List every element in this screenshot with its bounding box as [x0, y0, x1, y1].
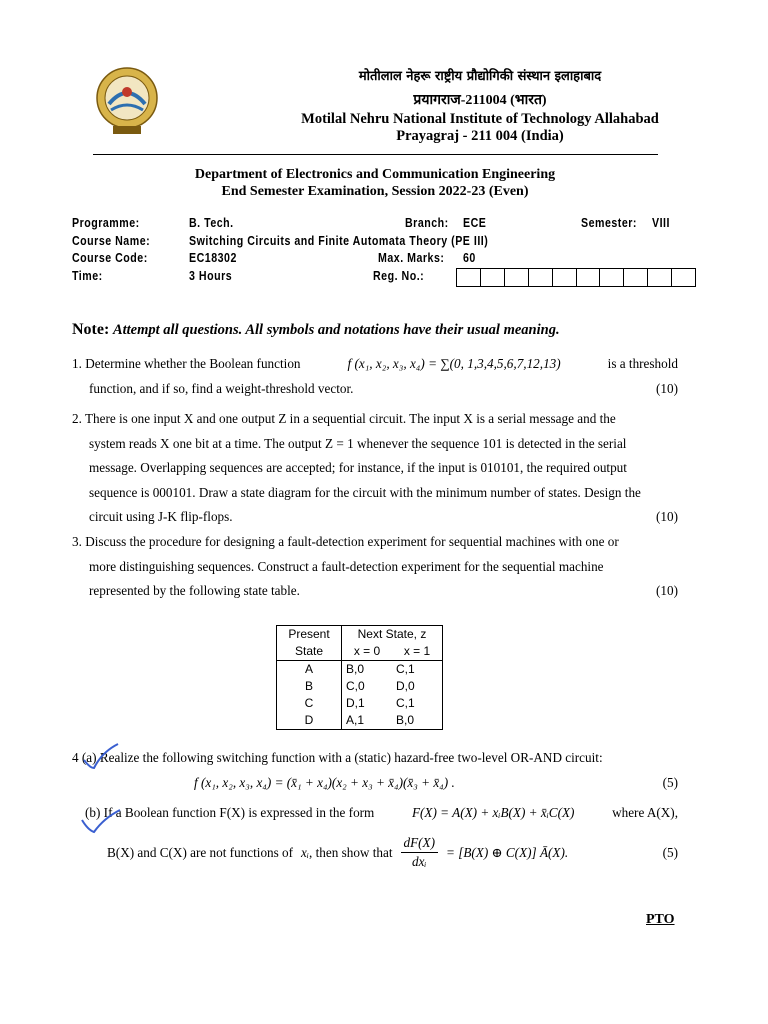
- question-4b: [72, 801, 678, 826]
- course-name-label: Course Name:: [72, 234, 151, 248]
- cell-x0: B,0: [342, 661, 393, 679]
- cell-x0: A,1: [342, 712, 393, 730]
- q1-marks: (10): [656, 380, 678, 396]
- q4b-line2-mid: , then show that: [309, 844, 393, 860]
- q4b-text-post: where A(X),: [612, 805, 678, 820]
- question-1: [72, 352, 678, 401]
- question-2: [72, 407, 678, 530]
- th-next-state: Next State, z: [342, 626, 443, 644]
- cell-x1: B,0: [392, 712, 443, 730]
- cell-x1: D,0: [392, 678, 443, 695]
- institute-name-hindi: मोतीलाल नेहरू राष्ट्रीय प्रौद्योगिकी संस्थान इलाहाबाद: [358, 69, 602, 84]
- q4b-formula: F(X) = A(X) + xᵢB(X) + x̄ᵢC(X): [411, 805, 575, 820]
- table-row: [277, 695, 443, 712]
- semester-value: VIII: [652, 216, 670, 230]
- institute-logo: [95, 64, 159, 136]
- max-marks-value: 60: [463, 251, 476, 265]
- programme-value: B. Tech.: [189, 216, 234, 230]
- programme-label: Programme:: [72, 216, 140, 230]
- table-row: [277, 678, 443, 695]
- question-4b-line2: [72, 834, 678, 871]
- q4b-numerator: dF(X): [401, 834, 439, 853]
- note-text: Attempt all questions. All symbols and notations have their usual meaning.: [112, 322, 560, 338]
- q3-line-2: more distinguishing sequences. Construct a fault-detection experiment for the sequential machine: [89, 558, 604, 574]
- time-value: 3 Hours: [189, 269, 233, 283]
- state-table: [276, 625, 443, 730]
- q2-line-2: system reads X one bit at a time. The output Z = 1 whenever the sequence 101 is detected in the serial: [89, 435, 627, 451]
- q4b-marks: (5): [662, 844, 678, 860]
- q3-marks: (10): [656, 583, 678, 598]
- q4b-line2-pre: B(X) and C(X) are not functions of: [107, 844, 294, 860]
- cell-x0: C,0: [342, 678, 393, 695]
- q1-text-line2: function, and if so, find a weight-threshold vector.: [89, 380, 354, 396]
- q2-line-1: 2. There is one input X and one output Z in a sequential circuit. The input X is a serial message and the: [72, 411, 616, 426]
- time-label: Time:: [72, 269, 103, 283]
- th-x0: x = 0: [342, 643, 393, 661]
- table-row: [277, 712, 443, 730]
- th-state: State: [277, 643, 342, 661]
- header-rule: [93, 154, 658, 155]
- cell-ps: B: [277, 678, 342, 695]
- q3-line-1: 3. Discuss the procedure for designing a fault-detection experiment for sequential machines with one or: [72, 534, 619, 549]
- course-code-label: Course Code:: [72, 251, 148, 265]
- q3-line-3: represented by the following state table.: [89, 583, 300, 598]
- q2-line-4: sequence is 000101. Draw a state diagram for the circuit with the minimum number of states. Design the: [89, 484, 641, 500]
- department-title: Department of Electronics and Communication Engineering: [194, 167, 556, 182]
- q2-line-5: circuit using J-K flip-flops.: [89, 509, 233, 524]
- q4a-marks: (5): [662, 774, 678, 790]
- th-x1: x = 1: [392, 643, 443, 661]
- branch-label: Branch:: [405, 216, 449, 230]
- derivative-fraction: [401, 834, 439, 871]
- cell-ps: C: [277, 695, 342, 712]
- cell-x1: C,1: [392, 695, 443, 712]
- check-mark-icon: [80, 806, 122, 836]
- cell-x0: D,1: [342, 695, 393, 712]
- course-name-value: Switching Circuits and Finite Automata Theory (PE III): [189, 234, 489, 248]
- check-mark-icon: [80, 742, 122, 772]
- q1-formula: f (x₁, x₂, x₃, x₄) = ∑(0, 1,3,4,5,6,7,12,13): [347, 356, 561, 371]
- branch-value: ECE: [463, 216, 487, 230]
- table-row: [277, 661, 443, 679]
- q2-marks: (10): [656, 509, 678, 524]
- cell-ps: A: [277, 661, 342, 679]
- q4b-text-pre: (b) If a Boolean function F(X) is expressed in the form: [85, 805, 375, 820]
- pto-label: PTO: [646, 912, 675, 927]
- q2-line-3: message. Overlapping sequences are accepted; for instance, if the input is 010101, the required output: [89, 460, 627, 475]
- q1-text-pre: 1. Determine whether the Boolean function: [72, 356, 301, 371]
- exam-title: End Semester Examination, Session 2022-23 (Even): [221, 184, 529, 199]
- q4b-rhs: = [B(X) ⊕ C(X)] Ā(X).: [446, 844, 569, 860]
- note-label: Note:: [72, 321, 110, 338]
- institute-city-hindi: प्रयागराज-211004 (भारत): [413, 93, 547, 108]
- institute-name: Motilal Nehru National Institute of Technology Allahabad: [301, 111, 659, 127]
- question-3: [72, 530, 678, 604]
- max-marks-label: Max. Marks:: [378, 251, 445, 265]
- regno-label: Reg. No.:: [373, 269, 425, 283]
- q1-text-post: is a threshold: [607, 356, 678, 371]
- note: [72, 321, 560, 339]
- semester-label: Semester:: [581, 216, 637, 230]
- th-present: Present: [277, 626, 342, 644]
- question-4a: [72, 746, 678, 795]
- course-code-value: EC18302: [189, 251, 237, 265]
- regno-boxes[interactable]: [456, 268, 696, 287]
- institute-city: Prayagraj - 211 004 (India): [396, 128, 564, 144]
- q4b-xi: xᵢ: [301, 844, 309, 860]
- cell-ps: D: [277, 712, 342, 730]
- q4a-formula: f (x₁, x₂, x₃, x₄) = (x̄₁ + x₄)(x₂ + x₃ + x̄₄)(x̄₃ + x̄₄) .: [194, 774, 455, 790]
- q4b-denominator: dxᵢ: [411, 854, 427, 869]
- q4a-text: 4 (a) Realize the following switching function with a (static) hazard-free two-level OR-AND circuit:: [72, 750, 603, 765]
- cell-x1: C,1: [392, 661, 443, 679]
